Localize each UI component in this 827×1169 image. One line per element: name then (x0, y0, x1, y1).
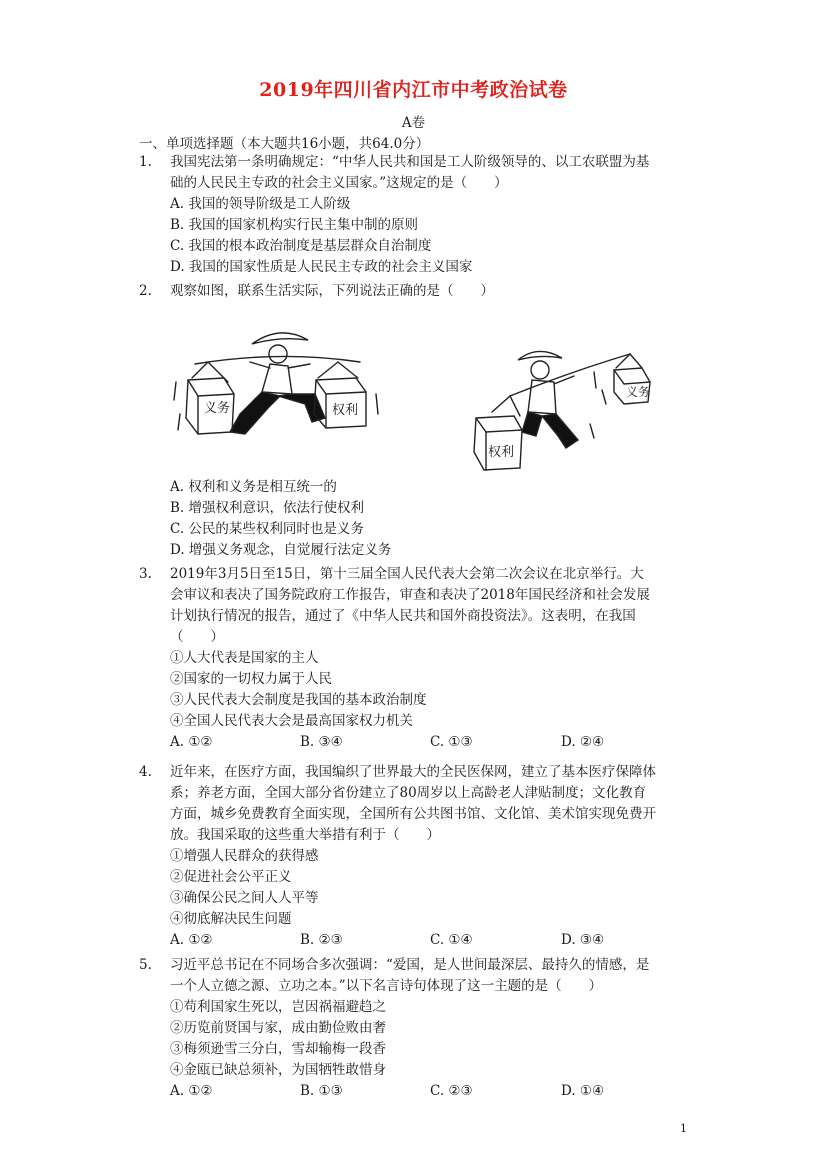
question-1 (139, 152, 699, 278)
option-c[interactable]: C. 我国的根本政治制度是基层群众自治制度 (170, 238, 432, 254)
statement-1: ①人大代表是国家的主人 (170, 650, 319, 666)
choice-c[interactable]: C. ①③ (430, 734, 473, 750)
option-b[interactable]: B. 我国的国家机构实行民主集中制的原则 (170, 217, 419, 233)
choice-b[interactable]: B. ③④ (300, 734, 343, 750)
choice-d[interactable]: D. ②④ (561, 734, 605, 750)
question-stem: 习近平总书记在不同场合多次强调：“爱国，是人世间最深层、最持久的情感，是 (170, 957, 650, 973)
statement-4: ④彻底解决民生问题 (170, 911, 292, 927)
option-d[interactable]: D. 我国的国家性质是人民民主专政的社会主义国家 (170, 259, 473, 275)
question-stem: 观察如图，联系生活实际，下列说法正确的是（ ） (170, 283, 494, 299)
question-stem: 会审议和表决了国务院政府工作报告，审查和表决了2018年国民经济和社会发展 (170, 587, 650, 603)
label-rights: 权利 (332, 403, 359, 418)
choice-b[interactable]: B. ②③ (300, 932, 343, 948)
choice-a[interactable]: A. ①② (170, 1083, 213, 1099)
choice-c[interactable]: C. ②③ (430, 1083, 473, 1099)
statement-2: ②促进社会公平正义 (170, 869, 292, 885)
statement-3: ③确保公民之间人人平等 (170, 890, 319, 906)
choice-a[interactable]: A. ①② (170, 734, 213, 750)
question-2 (139, 281, 699, 302)
statement-3: ③梅须逊雪三分白，雪却输梅一段香 (170, 1041, 386, 1057)
cartoon-left-illustration (170, 322, 390, 452)
choice-row (170, 732, 699, 753)
statement-4: ④全国人民代表大会是最高国家权力机关 (170, 713, 413, 729)
page-number: 1 (680, 1122, 687, 1135)
question-2-options (139, 477, 699, 561)
question-number: 4. (139, 764, 152, 780)
choice-d[interactable]: D. ③④ (561, 932, 605, 948)
statement-4: ④金瓯已缺总须补，为国牺牲敢惜身 (170, 1062, 386, 1078)
question-stem: 2019年3月5日至15日，第十三届全国人民代表大会第二次会议在北京举行。大 (170, 566, 644, 582)
question-stem: 我国宪法第一条明确规定：“中华人民共和国是工人阶级领导的、以工农联盟为基 (170, 154, 650, 170)
choice-row (170, 930, 699, 951)
option-c[interactable]: C. 公民的某些权利同时也是义务 (170, 521, 364, 537)
question-stem: 近年来，在医疗方面，我国编织了世界最大的全民医保网，建立了基本医疗保障体 (170, 764, 656, 780)
question-3 (139, 564, 699, 753)
choice-d[interactable]: D. ①④ (561, 1083, 605, 1099)
question-4 (139, 762, 699, 951)
choice-a[interactable]: A. ①② (170, 932, 213, 948)
statement-2: ②历览前贤国与家，成由勤俭败由奢 (170, 1020, 386, 1036)
choice-row (170, 1081, 699, 1102)
choice-c[interactable]: C. ①④ (430, 932, 473, 948)
statement-1: ①苟利国家生死以，岂因祸福避趋之 (170, 999, 386, 1015)
section-heading: 一、单项选择题（本大题共16小题，共64.0分） (139, 136, 430, 152)
question-stem: 计划执行情况的报告，通过了《中华人民共和国外商投资法》。这表明，在我国 (170, 608, 636, 624)
option-a[interactable]: A. 我国的领导阶级是工人阶级 (170, 196, 351, 212)
question-number: 5. (139, 957, 152, 973)
label-obligation: 义务 (204, 401, 231, 416)
question-stem: 系；养老方面，全国大部分省份建立了80周岁以上高龄老人津贴制度；文化教育 (170, 785, 647, 801)
question-5 (139, 955, 699, 1102)
label-obligation: 义务 (626, 385, 651, 399)
question-number: 1. (139, 154, 152, 170)
exam-subtitle: A卷 (401, 115, 426, 131)
question-number: 2. (139, 283, 152, 299)
option-b[interactable]: B. 增强权利意识，依法行使权利 (170, 500, 365, 516)
statement-3: ③人民代表大会制度是我国的基本政治制度 (170, 692, 427, 708)
option-a[interactable]: A. 权利和义务是相互统一的 (170, 479, 337, 495)
statement-1: ①增强人民群众的获得感 (170, 848, 319, 864)
label-rights: 权利 (488, 445, 515, 460)
question-stem: 础的人民民主专政的社会主义国家。”这规定的是（ ） (170, 175, 508, 191)
statement-2: ②国家的一切权力属于人民 (170, 671, 332, 687)
option-d[interactable]: D. 增强义务观念，自觉履行法定义务 (170, 542, 392, 558)
cartoon-right-illustration (470, 332, 655, 472)
question-stem: （ ） (170, 629, 224, 645)
question-number: 3. (139, 566, 152, 582)
question-stem: 一个人立德之源、立功之本。”以下名言诗句体现了这一主题的是（ ） (170, 978, 603, 994)
question-stem: 放。我国采取的这些重大举措有利于（ ） (170, 827, 440, 843)
exam-title: 2019年四川省内江市中考政治试卷 (259, 79, 568, 101)
choice-b[interactable]: B. ①③ (300, 1083, 343, 1099)
question-stem: 方面，城乡免费教育全面实现，全国所有公共图书馆、文化馆、美术馆实现免费开 (170, 806, 656, 822)
